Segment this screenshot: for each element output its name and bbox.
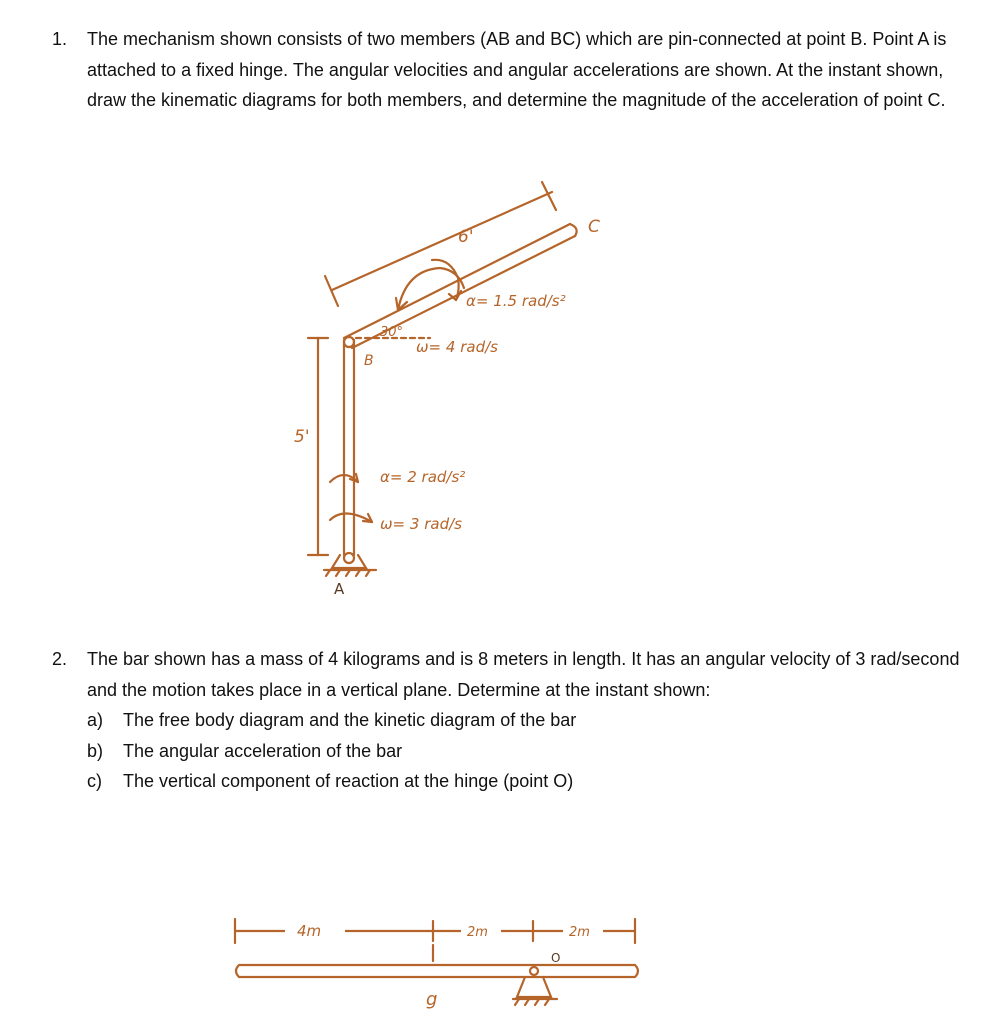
item-text: The angular acceleration of the bar <box>123 740 403 761</box>
dim-2-label: 2m <box>467 925 488 940</box>
pin-o <box>530 967 538 975</box>
alpha-bc-arc <box>432 260 459 300</box>
omega-ab-label: ω= 3 rad/s <box>380 515 462 533</box>
item-label: a) <box>87 710 104 730</box>
bar <box>236 965 638 977</box>
label-o: O <box>551 951 561 965</box>
dim-ab-label: 5' <box>294 427 310 447</box>
problem-1-number: 1. <box>52 29 68 49</box>
problem-2-number: 2. <box>52 649 68 669</box>
list-item <box>87 766 576 797</box>
bar-figure <box>225 905 655 1015</box>
dim-bc-tick-left <box>325 276 338 306</box>
alpha-bc-label: α= 1.5 rad/s² <box>466 292 566 310</box>
hinge-a-support <box>332 555 366 568</box>
omega-bc-label: ω= 4 rad/s <box>416 338 498 356</box>
pin-a <box>344 553 354 563</box>
list-item <box>87 705 576 736</box>
item-label: b) <box>87 740 104 761</box>
alpha-ab-label: α= 2 rad/s² <box>380 468 466 486</box>
hinge-o-support <box>517 977 551 997</box>
label-b: B <box>364 353 374 369</box>
problem-2-items <box>87 705 576 797</box>
dim-3-label: 2m <box>569 925 590 940</box>
item-text: The vertical component of reaction at the hinge (point O) <box>123 771 574 791</box>
problem-2-text: The bar shown has a mass of 4 kilograms and is 8 meters in length. It has an angular velocity of 3 rad/second and the motion takes place in a vertical plane. Determine at the instant shown: <box>87 649 960 700</box>
list-item <box>87 736 576 767</box>
problem-1-text: The mechanism shown consists of two members (AB and BC) which are pin-connected at point B. Point A is attached to a fixed hinge. The angular velocities and angular accelerations are shown. At the instant shown, draw the kinematic diagrams for both members, and determine the magnitude of the acceleration of point C. <box>87 29 947 110</box>
dim-bc-label: 6' <box>458 227 474 247</box>
item-label: c) <box>87 771 102 791</box>
item-text: The free body diagram and the kinetic diagram of the bar <box>123 710 577 730</box>
label-c: C <box>588 217 600 237</box>
label-a: A <box>334 580 345 598</box>
dim-bc-line <box>332 192 552 290</box>
label-g: g <box>426 989 438 1010</box>
omega-bc-arc <box>398 268 464 310</box>
dim-1-label: 4m <box>297 922 322 940</box>
pin-b <box>344 337 354 347</box>
member-bc-end-cap <box>570 224 577 236</box>
member-bc-top-edge <box>344 224 570 338</box>
mechanism-figure <box>280 170 620 610</box>
angle-label: 30° <box>380 325 404 340</box>
